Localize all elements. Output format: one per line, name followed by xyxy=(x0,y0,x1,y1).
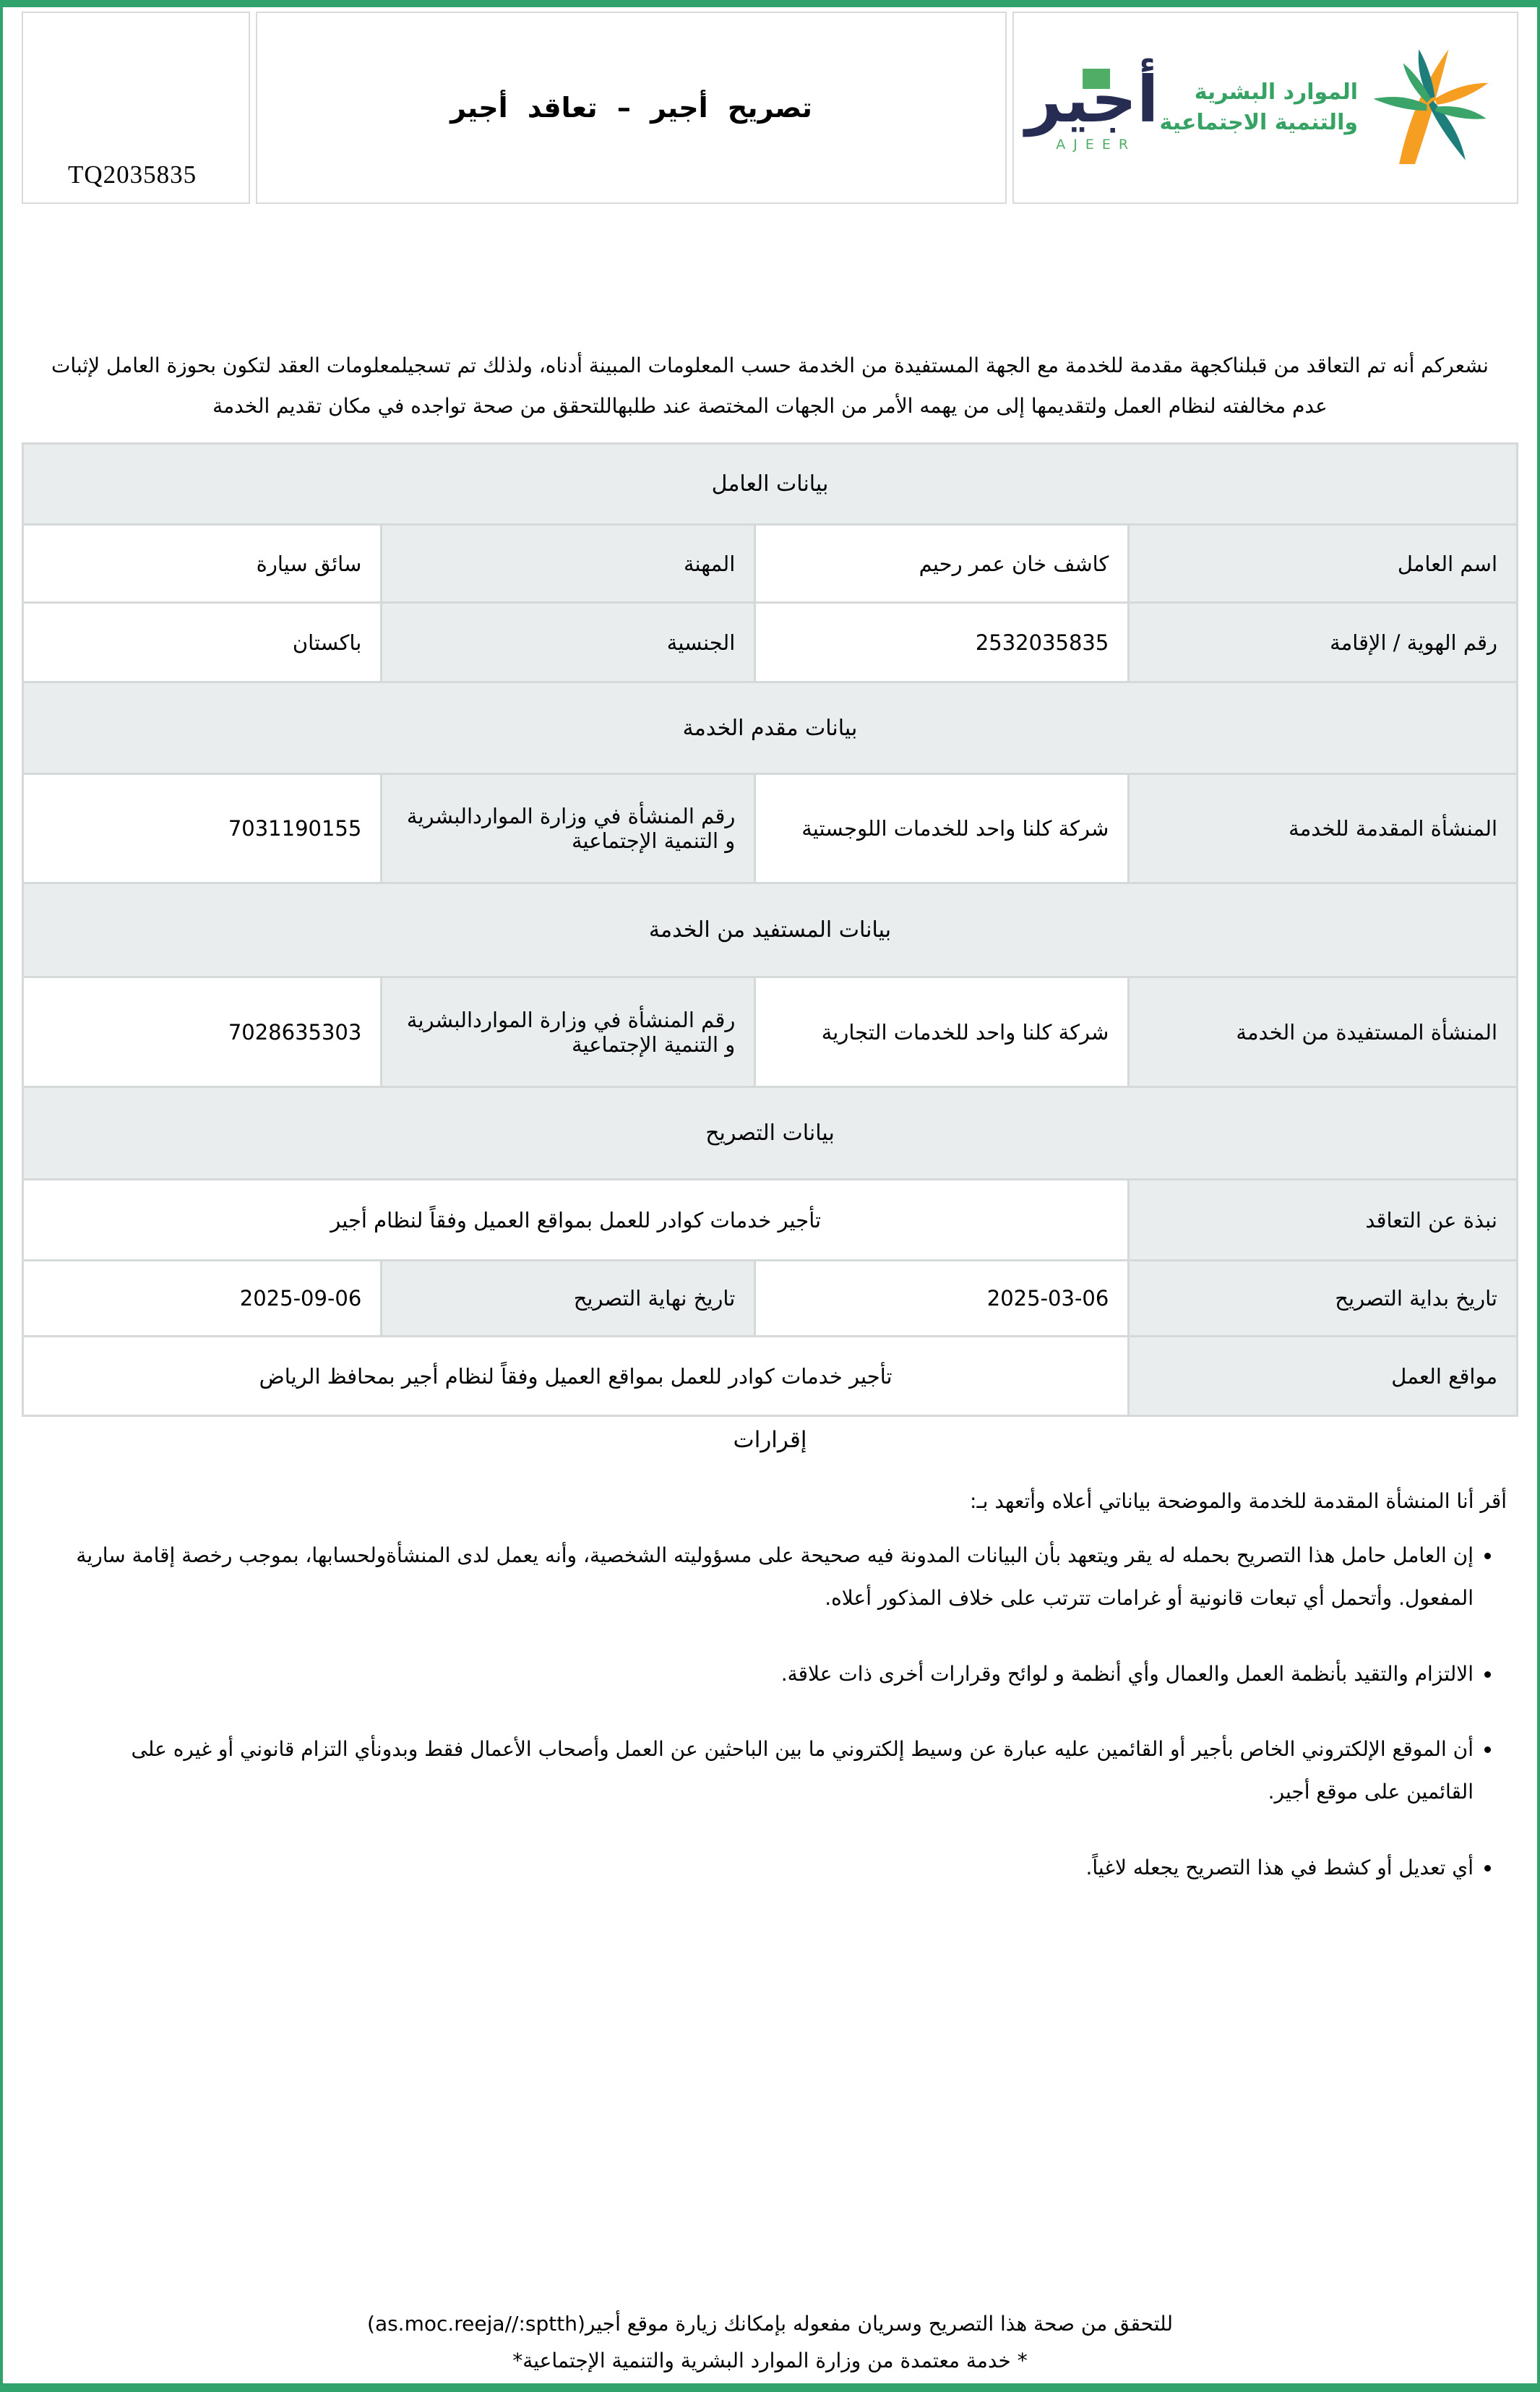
ajeer-logo-latin: AJEER xyxy=(1056,136,1137,153)
declaration-item: • إن العامل حامل هذا التصريح بحمله له يقر ويتعهد بأن البيانات المدونة فيه صحيحة على مسؤوليته الشخصية، وأنه يعمل لدى المنشأةولحسابها، بموجب رخصة إقامة سارية المفعول. وأتحمل أي تبعات قانونية أو غرامات تترتب على خلاف المذكور أعلاه. xyxy=(68,1535,1474,1620)
beneficiary-name-label: المنشأة المستفيدة من الخدمة xyxy=(1129,977,1518,1087)
ministry-name-line2: والتنمية الاجتماعية xyxy=(1159,110,1358,135)
worker-name-label: اسم العامل xyxy=(1129,525,1518,603)
start-date-value: 2025-03-06 xyxy=(755,1261,1129,1337)
profession-label: المهنة xyxy=(382,525,755,603)
footer-verification-text: للتحقق من صحة هذا التصريح وسريان مفعوله بإمكانك زيارة موقع أجير xyxy=(585,2312,1173,2336)
page-title: تصريح أجير – تعاقد أجير xyxy=(450,92,812,124)
header-cell-title xyxy=(256,12,1007,204)
provider-number-label: رقم المنشأة في وزارة المواردالبشرية و التنمية الإجتماعية xyxy=(382,774,755,883)
document-header xyxy=(22,12,1518,204)
provider-number-value: 7031190155 xyxy=(23,774,382,883)
table-row xyxy=(23,444,1518,525)
table-row xyxy=(23,774,1518,883)
nationality-label: الجنسية xyxy=(382,603,755,682)
table-row xyxy=(23,525,1518,603)
section-header-beneficiary: بيانات المستفيد من الخدمة xyxy=(23,883,1518,977)
table-row xyxy=(23,603,1518,682)
ministry-name xyxy=(1160,77,1358,138)
section-header-permit: بيانات التصريح xyxy=(23,1087,1518,1180)
section-header-worker: بيانات العامل xyxy=(23,444,1518,525)
profession-value: سائق سيارة xyxy=(23,525,382,603)
nationality-value: باكستان xyxy=(23,603,382,682)
work-locations-label: مواقع العمل xyxy=(1129,1337,1518,1416)
footer-approved-note: * خدمة معتمدة من وزارة الموارد البشرية والتنمية الإجتماعية* xyxy=(512,2349,1028,2372)
contract-summary-label: نبذة عن التعاقد xyxy=(1129,1180,1518,1261)
ministry-logo xyxy=(1160,38,1498,177)
id-number-value: 2532035835 xyxy=(755,603,1129,682)
table-row xyxy=(23,1180,1518,1261)
provider-name-label: المنشأة المقدمة للخدمة xyxy=(1129,774,1518,883)
table-row xyxy=(23,1337,1518,1416)
footer-verification-line xyxy=(3,2312,1537,2336)
id-number-label: رقم الهوية / الإقامة xyxy=(1129,603,1518,682)
declarations-intro: أقر أنا المنشأة المقدمة للخدمة والموضحة بياناتي أعلاه وأتعهد بـ: xyxy=(970,1489,1507,1513)
section-header-provider: بيانات مقدم الخدمة xyxy=(23,682,1518,774)
table-row xyxy=(23,883,1518,977)
table-row xyxy=(23,682,1518,774)
header-cell-logos xyxy=(1012,12,1518,204)
beneficiary-number-value: 7028635303 xyxy=(23,977,382,1087)
worker-name-value: كاشف خان عمر رحيم xyxy=(755,525,1129,603)
document-footer xyxy=(3,2312,1537,2372)
beneficiary-number-label: رقم المنشأة في وزارة المواردالبشرية و التنمية الإجتماعية xyxy=(382,977,755,1087)
table-row xyxy=(23,1087,1518,1180)
permit-table xyxy=(22,442,1518,1417)
table-row xyxy=(23,1261,1518,1337)
ministry-emblem-icon xyxy=(1369,38,1498,177)
ajeer-logo-arabic: أجير xyxy=(1025,62,1159,137)
permit-number: TQ2035835 xyxy=(68,160,197,189)
intro-paragraph: نشعركم أنه تم التعاقد من قبلناكجهة مقدمة للخدمة مع الجهة المستفيدة من الخدمة حسب المعلومات المبينة أدناه، ولذلك تم تسجيلمعلومات العقد لتكون بحوزة العامل لإثبات عدم مخالفته لنظام العمل ولتقديمها إلى من يهمه الأمر من الجهات المختصة عند طلبهاللتحقق من صحة تواجده في مكان تقديم الخدمة xyxy=(51,353,1489,418)
declaration-item: • أن الموقع الإلكتروني الخاص بأجير أو القائمين عليه عبارة عن وسيط إلكتروني ما بين الباحثين عن العمل وأصحاب الأعمال فقط وبدونأي التزام قانوني أو غيره على القائمين على موقع أجير. xyxy=(68,1728,1474,1814)
work-locations-value: تأجير خدمات كوادر للعمل بمواقع العميل وفقاً لنظام أجير بمحافظ الرياض xyxy=(23,1337,1129,1416)
end-date-label: تاريخ نهاية التصريح xyxy=(382,1261,755,1337)
declarations-list xyxy=(68,1535,1502,1890)
footer-verification-url: (as.moc.reeja//:sptth) xyxy=(367,2312,585,2336)
permit-table-wrapper xyxy=(22,442,1518,1417)
declarations-title: إقرارات xyxy=(733,1427,807,1453)
ministry-name-line1: الموارد البشرية xyxy=(1194,80,1358,105)
table-row xyxy=(23,977,1518,1087)
ajeer-logo xyxy=(1025,63,1158,152)
start-date-label: تاريخ بداية التصريح xyxy=(1129,1261,1518,1337)
declaration-item: • أي تعديل أو كشط في هذا التصريح يجعله لاغياً. xyxy=(68,1847,1474,1890)
contract-summary-value: تأجير خدمات كوادر للعمل بمواقع العميل وفقاً لنظام أجير xyxy=(23,1180,1129,1261)
end-date-value: 2025-09-06 xyxy=(23,1261,382,1337)
provider-name-value: شركة كلنا واحد للخدمات اللوجستية xyxy=(755,774,1129,883)
declaration-item: • الالتزام والتقيد بأنظمة العمل والعمال وأي أنظمة و لوائح وقرارات أخرى ذات علاقة. xyxy=(68,1653,1474,1696)
header-cell-permit-number xyxy=(22,12,250,204)
beneficiary-name-value: شركة كلنا واحد للخدمات التجارية xyxy=(755,977,1129,1087)
